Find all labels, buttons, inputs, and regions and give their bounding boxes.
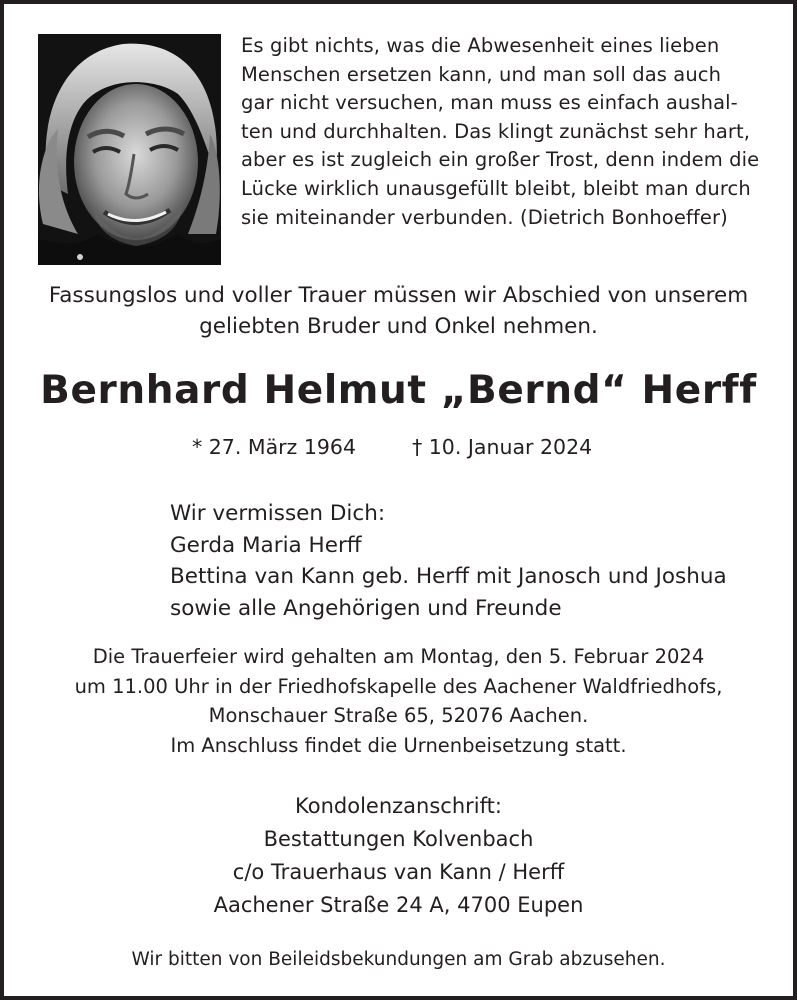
- quote-line: Lücke wirklich unausgefüllt bleibt, bleibt man durch: [241, 176, 751, 200]
- bonhoeffer-quote: [241, 32, 781, 232]
- quote-line: Es gibt nichts, was die Abwesenheit eines lieben: [241, 34, 720, 57]
- farewell-intro: [4, 280, 793, 342]
- funeral-service-info: [4, 642, 793, 760]
- deceased-name: Bernhard Helmut „Bernd“ Herff: [40, 368, 757, 413]
- death-date: † 10. Januar 2024: [412, 435, 593, 459]
- condolence-line: c/o Trauerhaus van Kann / Herff: [232, 860, 565, 884]
- condolence-line: Aachener Straße 24 A, 4700 Eupen: [213, 893, 584, 917]
- mourner-entry: Bettina van Kann geb. Herff mit Janosch und Joshua: [170, 564, 727, 589]
- quote-line: sie miteinander verbunden. (Dietrich Bonhoeffer): [241, 205, 728, 229]
- service-line: Die Trauerfeier wird gehalten am Montag, den 5. Februar 2024: [92, 645, 705, 668]
- intro-line-1: Fassungslos und voller Trauer müssen wir Abschied von unserem: [48, 283, 749, 308]
- mourners-heading: Wir vermissen Dich:: [170, 501, 386, 526]
- mourner-entry: sowie alle Angehörigen und Freunde: [170, 595, 562, 621]
- mourner-entry: Gerda Maria Herff: [170, 532, 362, 558]
- service-line: Im Anschluss findet die Urnenbeisetzung statt.: [170, 733, 627, 757]
- birth-date: * 27. März 1964: [192, 435, 357, 459]
- mourners-list: [170, 498, 727, 624]
- condolence-line: Bestattungen Kolvenbach: [263, 827, 534, 851]
- closing-request: Wir bitten von Beileidsbekundungen am Grab abzusehen.: [131, 949, 666, 970]
- quote-line: gar nicht versuchen, man muss es einfach aushal-: [241, 91, 738, 115]
- quote-line: aber es ist zugleich ein großer Trost, denn indem die: [241, 148, 760, 172]
- condolence-address: [4, 790, 793, 922]
- quote-line: Menschen ersetzen kann, und man soll das auch: [241, 62, 722, 86]
- service-line: um 11.00 Uhr in der Friedhofskapelle des Aachener Waldfriedhofs,: [74, 674, 723, 698]
- condolence-heading: Kondolenzanschrift:: [295, 794, 502, 818]
- intro-line-2: geliebten Bruder und Onkel nehmen.: [199, 314, 598, 339]
- portrait-image: [38, 34, 221, 265]
- service-line: Monschauer Straße 65, 52076 Aachen.: [208, 704, 589, 727]
- quote-line: ten und durchhalten. Das klingt zunächst sehr hart,: [241, 119, 751, 143]
- portrait-photo: [38, 34, 221, 265]
